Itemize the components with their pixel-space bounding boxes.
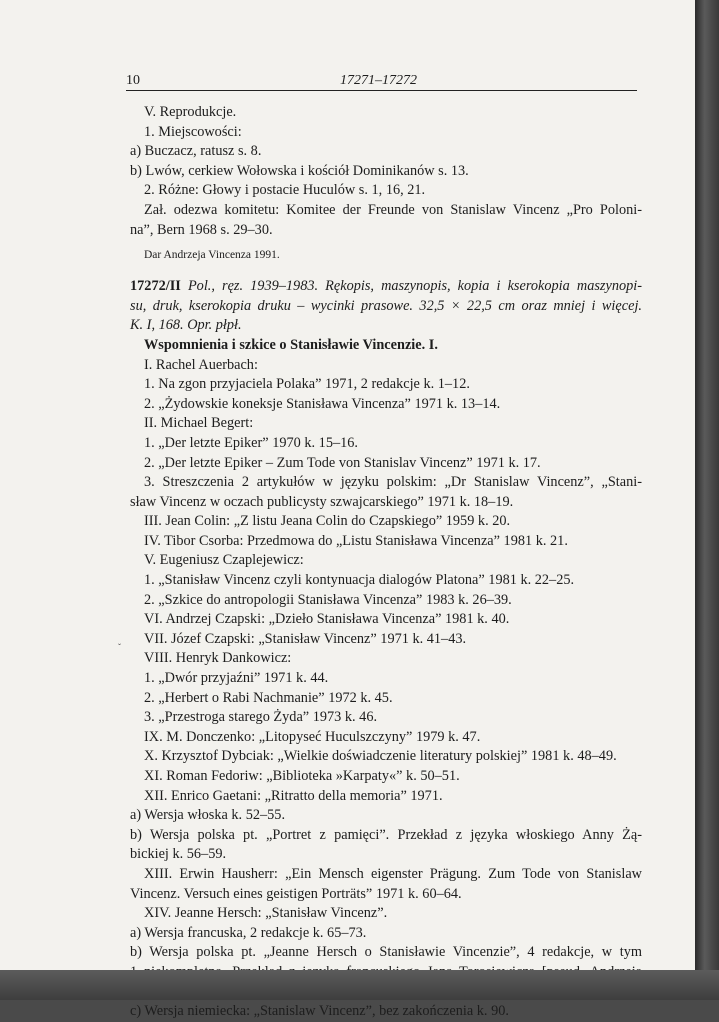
margin-mark: ˇ: [118, 642, 121, 652]
entry-title: Wspomnienia i szkice o Stanisławie Vincenzie. I.: [144, 336, 438, 353]
entry-number: 17272/II: [130, 278, 181, 295]
entry-desc-line-3: K. I, 168. Opr. płpł.: [130, 317, 242, 334]
entry-line: VI. Andrzej Czapski: „Dzieło Stanisława Vincenza” 1981 k. 40.: [144, 611, 510, 628]
entry-desc-line-2: su, druk, kserokopia druku – wycinki prasowe. 32,5 × 22,5 cm oraz mniej i więcej.: [130, 297, 642, 314]
entry-line: 2. „Der letzte Epiker – Zum Tode von Stanislav Vincenz” 1971 k. 17.: [144, 454, 541, 471]
entry-line: b) Wersja polska pt. „Portret z pamięci”. Przekład z języka włoskiego Anny Żą-: [130, 826, 642, 843]
entry-line: III. Jean Colin: „Z listu Jeana Colin do Czapskiego” 1959 k. 20.: [144, 513, 511, 530]
subsection-heading: 1. Miejscowości:: [144, 123, 242, 140]
entry-line: IX. M. Donczenko: „Litopyseć Huculszczyny” 1979 k. 47.: [144, 728, 481, 745]
entry-desc-line-1: Pol., ręz. 1939–1983. Rękopis, maszynopis, kopia i kserokopia maszynopi-: [187, 278, 642, 295]
entry-description: [130, 277, 642, 297]
running-head: 17271–17272: [340, 73, 417, 88]
entry-line: XII. Enrico Gaetani: „Ritratto della memoria” 1971.: [144, 787, 443, 804]
entry-line: 3. „Przestroga starego Żyda” 1973 k. 46.: [144, 709, 378, 726]
entry-line: X. Krzysztof Dybciak: „Wielkie doświadczenie literatury polskiej” 1981 k. 48–49.: [144, 748, 617, 765]
provenance-note: Dar Andrzeja Vincenza 1991.: [144, 249, 280, 262]
entry-line: b) Wersja polska pt. „Jeanne Hersch o Stanisławie Vincenzie”, 4 redakcje, w tym: [130, 944, 642, 961]
entry-line: 1. Na zgon przyjaciela Polaka” 1971, 2 redakcje k. 1–12.: [144, 376, 470, 393]
entry-line: a) Wersja francuska, 2 redakcje k. 65–73.: [130, 924, 367, 941]
entry-line: IV. Tibor Csorba: Przedmowa do „Listu Stanisława Vincenza” 1981 k. 21.: [144, 532, 568, 549]
entry-line: c) Wersja niemiecka: „Stanislaw Vincenz”, bez zakończenia k. 90.: [130, 1003, 509, 1020]
entry-line: 2. „Szkice do antropologii Stanisława Vincenza” 1983 k. 26–39.: [144, 591, 512, 608]
attachment-note: Zał. odezwa komitetu: Komitee der Freunde von Stanislaw Vincenz „Pro Poloni-: [144, 201, 642, 218]
entry-line: 1. „Dwór przyjaźni” 1971 k. 44.: [144, 670, 329, 687]
entry-line: V. Eugeniusz Czaplejewicz:: [144, 552, 304, 569]
entry-line: 2. „Herbert o Rabi Nachmanie” 1972 k. 45.: [144, 689, 393, 706]
scan-edge-bottom: [0, 970, 719, 1000]
entry-line: a) Wersja włoska k. 52–55.: [130, 807, 286, 824]
entry-line: 3. Streszczenia 2 artykułów w języku polskim: „Dr Stanislaw Vincenz”, „Stani-: [144, 474, 642, 491]
entry-line: XI. Roman Fedoriw: „Biblioteka »Karpaty«” k. 50–51.: [144, 768, 460, 784]
entry-line: sław Vincenz w oczach publicysty szwajcarskiego” 1971 k. 18–19.: [130, 493, 514, 510]
entry-line: 2. „Żydowskie koneksje Stanisława Vincenza” 1971 k. 13–14.: [144, 395, 501, 412]
entry-line: I. Rachel Auerbach:: [144, 356, 258, 373]
section-heading: V. Reprodukcje.: [144, 104, 237, 120]
page-body: [130, 103, 642, 1022]
page-number: 10: [126, 73, 140, 88]
entry-line: 1. „Der letzte Epiker” 1970 k. 15–16.: [144, 434, 358, 451]
list-item: 2. Różne: Głowy i postacie Huculów s. 1, 16, 21.: [144, 182, 426, 199]
entry-line: VII. Józef Czapski: „Stanisław Vincenz” 1971 k. 41–43.: [144, 630, 467, 647]
page-header: [126, 70, 637, 91]
scan-edge-right: [695, 0, 719, 1000]
entry-line: XIII. Erwin Hausherr: „Ein Mensch eigenster Prägung. Zum Tode von Stanislaw: [144, 865, 642, 882]
attachment-note-cont: na”, Bern 1968 s. 29–30.: [130, 221, 273, 238]
entry-line: 1. „Stanisław Vincenz czyli kontynuacja dialogów Platona” 1981 k. 22–25.: [144, 572, 575, 589]
list-item: b) Lwów, cerkiew Wołowska i kościół Dominikanów s. 13.: [130, 162, 469, 179]
list-item: a) Buczacz, ratusz s. 8.: [130, 143, 262, 160]
entry-line: II. Michael Begert:: [144, 415, 254, 432]
entry-line: bickiej k. 56–59.: [130, 846, 227, 863]
entry-contents: [130, 356, 642, 1022]
entry-line: XIV. Jeanne Hersch: „Stanisław Vincenz”.: [144, 905, 388, 922]
entry-line: Vincenz. Versuch eines geistigen Porträts” 1971 k. 60–64.: [130, 885, 462, 902]
entry-line: VIII. Henryk Dankowicz:: [144, 650, 292, 667]
